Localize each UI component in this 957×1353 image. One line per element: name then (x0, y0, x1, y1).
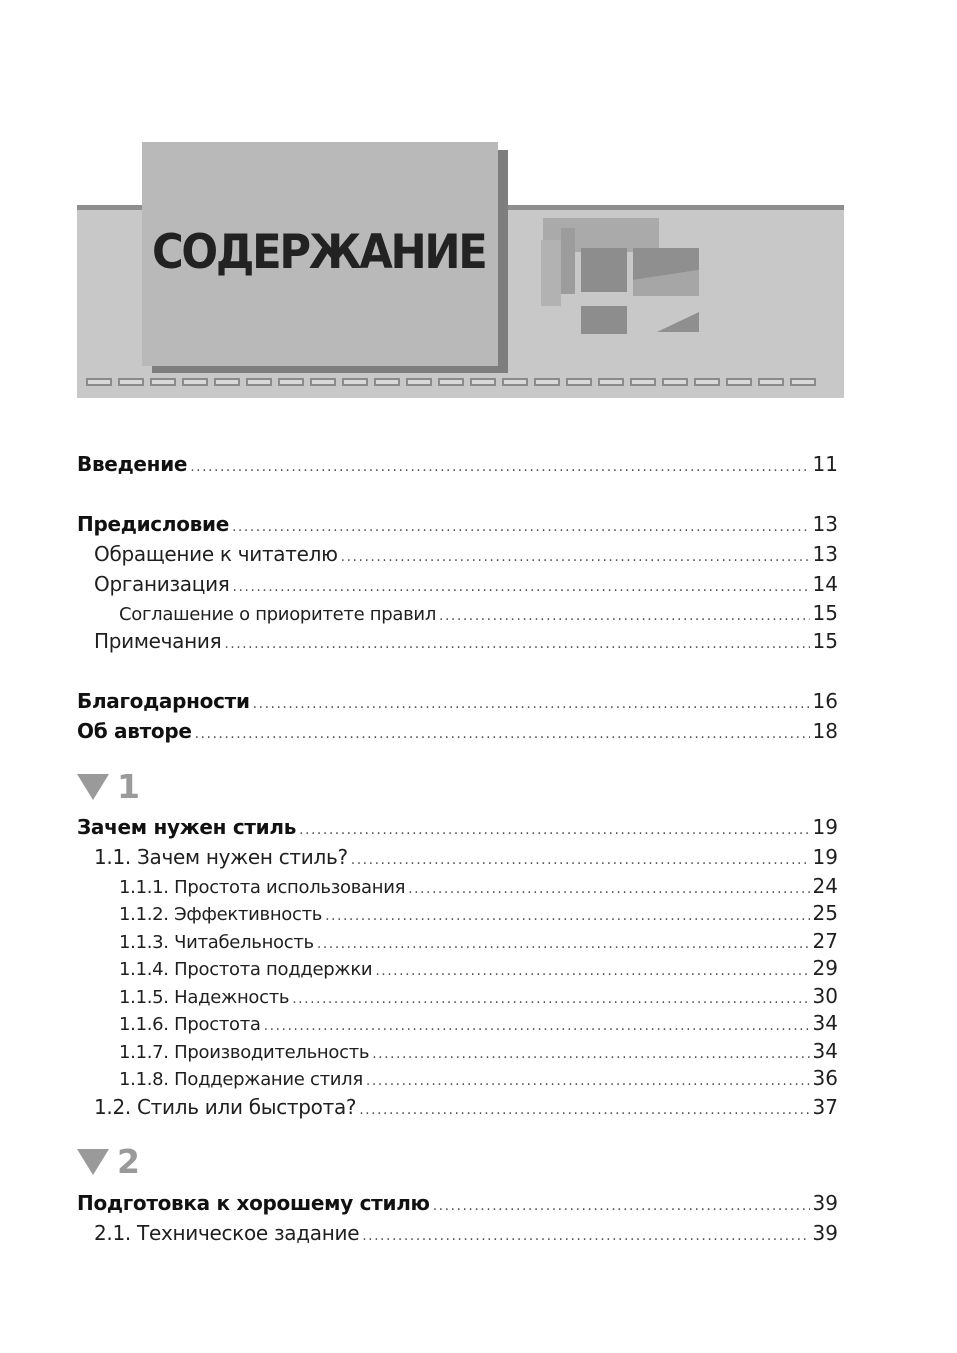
toc-entry[interactable] (77, 1221, 838, 1245)
strip-cell (502, 378, 528, 386)
toc-leader-dots (253, 696, 810, 712)
toc-entry-page: 19 (812, 845, 838, 869)
toc-leader-dots (299, 822, 809, 838)
toc-entry-page: 39 (812, 1221, 838, 1245)
toc-entry-title: Предисловие (77, 512, 229, 536)
toc-entry-title: 1.1.4. Простота поддержки (119, 959, 373, 980)
toc-entry-page: 25 (812, 901, 838, 925)
toc-entry-title: Введение (77, 452, 188, 476)
page-title: СОДЕРЖАНИЕ (152, 225, 486, 280)
toc-entry-page: 14 (812, 572, 838, 596)
chapter-number: 1 (117, 767, 140, 806)
toc-entry-page: 29 (812, 956, 838, 980)
toc-entry-page: 16 (812, 689, 838, 713)
deco-wedge-bottom (657, 312, 699, 332)
toc-leader-dots (408, 881, 809, 897)
toc-entry-title: Организация (94, 572, 230, 596)
strip-cell (726, 378, 752, 386)
toc-entry-title: Обращение к читателю (94, 542, 338, 566)
strip-cell (278, 378, 304, 386)
strip-cell (374, 378, 400, 386)
toc-leader-dots (366, 1073, 810, 1089)
chapter-marker (77, 1142, 140, 1181)
strip-cell (566, 378, 592, 386)
toc-entry-title: 1.1.2. Эффективность (119, 904, 323, 925)
toc-entry-page: 24 (812, 874, 838, 898)
toc-entry[interactable] (77, 815, 838, 839)
strip-cell (694, 378, 720, 386)
toc-leader-dots (195, 726, 810, 742)
toc-leader-dots (433, 1198, 810, 1214)
toc-entry-page: 19 (812, 815, 838, 839)
toc-leader-dots (232, 519, 810, 535)
toc-entry-title: 1.2. Стиль или быстрота? (94, 1095, 357, 1119)
toc-leader-dots (439, 608, 810, 624)
toc-leader-dots (264, 1018, 810, 1034)
toc-leader-dots (190, 459, 809, 475)
deco-rect-mid (581, 248, 627, 292)
toc-entry-title: 1.1.5. Надежность (119, 987, 290, 1008)
toc-leader-dots (233, 579, 810, 595)
toc-entry-title: 2.1. Техническое задание (94, 1221, 360, 1245)
strip-cell (118, 378, 144, 386)
toc-entry[interactable] (77, 542, 838, 566)
toc-entry-title: 1.1. Зачем нужен стиль? (94, 845, 348, 869)
toc-entry-page: 11 (812, 452, 838, 476)
toc-entry-title: 1.1.8. Поддержание стиля (119, 1069, 363, 1090)
toc-leader-dots (375, 963, 809, 979)
toc-entry[interactable] (77, 1066, 838, 1090)
strip-cell (790, 378, 816, 386)
strip-cell (342, 378, 368, 386)
toc-entry-page: 18 (812, 719, 838, 743)
strip-cell (150, 378, 176, 386)
deco-rect-bottom (581, 306, 627, 334)
toc-entry[interactable] (77, 452, 838, 476)
strip-cell (630, 378, 656, 386)
toc-leader-dots (224, 636, 809, 652)
toc-leader-dots (351, 852, 810, 868)
toc-entry-page: 30 (812, 984, 838, 1008)
toc-leader-dots (317, 936, 810, 952)
strip-cell (86, 378, 112, 386)
toc-entry-title: Подготовка к хорошему стилю (77, 1191, 430, 1215)
strip-cell (310, 378, 336, 386)
deco-rect-left-bar (541, 240, 561, 306)
triangle-down-icon (77, 774, 109, 800)
toc-leader-dots (372, 1046, 809, 1062)
deco-rect-left-inner (561, 228, 575, 294)
toc-entry[interactable] (77, 572, 838, 596)
toc-entry[interactable] (77, 901, 838, 925)
toc-entry[interactable] (77, 1039, 838, 1063)
toc-entry-title: 1.1.1. Простота использования (119, 877, 406, 898)
strip-cell (438, 378, 464, 386)
toc-entry-page: 15 (812, 601, 838, 625)
strip-cell (758, 378, 784, 386)
strip-cell (406, 378, 432, 386)
toc-entry[interactable] (77, 845, 838, 869)
toc-entry[interactable] (77, 719, 838, 743)
film-strip-decoration (86, 378, 816, 386)
toc-entry[interactable] (77, 629, 838, 653)
geometric-decoration (537, 214, 707, 338)
toc-entry[interactable] (77, 1095, 838, 1119)
strip-cell (598, 378, 624, 386)
toc-entry-page: 13 (812, 512, 838, 536)
strip-cell (246, 378, 272, 386)
toc-entry[interactable] (77, 929, 838, 953)
strip-cell (182, 378, 208, 386)
chapter-marker (77, 767, 140, 806)
toc-entry-title: Примечания (94, 629, 222, 653)
toc-entry-title: Благодарности (77, 689, 250, 713)
toc-entry-title: 1.1.7. Производительность (119, 1042, 370, 1063)
toc-entry-page: 27 (812, 929, 838, 953)
toc-leader-dots (359, 1102, 809, 1118)
toc-entry-title: Зачем нужен стиль (77, 815, 297, 839)
strip-cell (662, 378, 688, 386)
toc-entry[interactable] (77, 1011, 838, 1035)
toc-leader-dots (325, 908, 809, 924)
toc-leader-dots (362, 1228, 809, 1244)
toc-entry[interactable] (77, 689, 838, 713)
toc-entry-title: 1.1.3. Читабельность (119, 932, 314, 953)
toc-entry-page: 34 (812, 1039, 838, 1063)
toc-entry-title: Об авторе (77, 719, 192, 743)
toc-entry-page: 39 (812, 1191, 838, 1215)
toc-entry-page: 37 (812, 1095, 838, 1119)
toc-entry-page: 15 (812, 629, 838, 653)
toc-entry-page: 13 (812, 542, 838, 566)
strip-cell (470, 378, 496, 386)
toc-entry[interactable] (77, 1191, 838, 1215)
toc-entry-title: Соглашение о приоритете правил (119, 604, 437, 625)
strip-cell (214, 378, 240, 386)
toc-entry-page: 36 (812, 1066, 838, 1090)
strip-cell (534, 378, 560, 386)
chapter-number: 2 (117, 1142, 140, 1181)
toc-entry[interactable] (77, 601, 838, 625)
toc-entry[interactable] (77, 956, 838, 980)
toc-leader-dots (292, 991, 809, 1007)
toc-entry[interactable] (77, 984, 838, 1008)
toc-leader-dots (341, 549, 810, 565)
toc-entry[interactable] (77, 512, 838, 536)
toc-entry[interactable] (77, 874, 838, 898)
toc-entry-page: 34 (812, 1011, 838, 1035)
toc-entry-title: 1.1.6. Простота (119, 1014, 261, 1035)
triangle-down-icon (77, 1149, 109, 1175)
